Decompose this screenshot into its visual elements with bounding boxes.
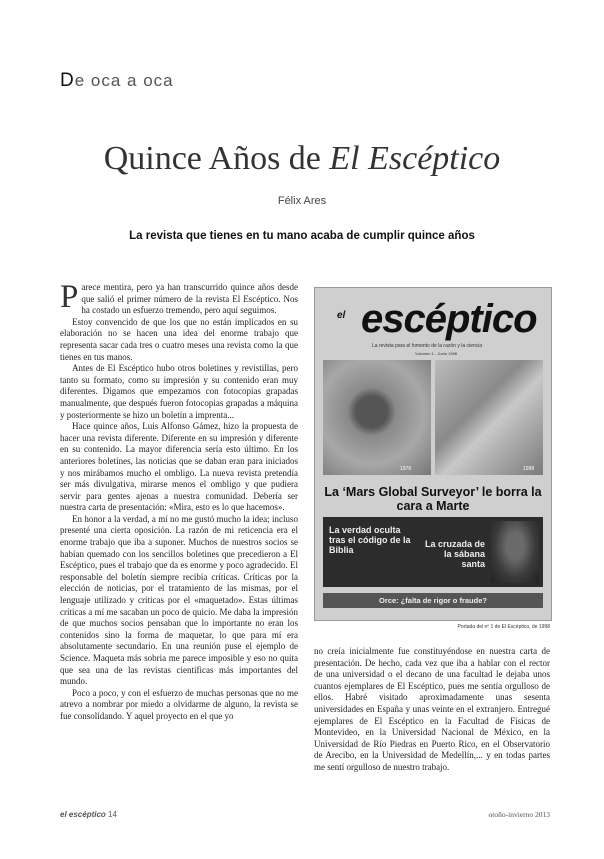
dropcap: P [60,279,79,315]
cover-photo-mars-1998 [435,360,543,475]
cover-dark-box [323,517,543,587]
footer-left [60,810,117,819]
cover-logo: escéptico [361,297,537,341]
cover-logo-el: el [337,310,346,321]
cover-caption: Portada del nº 1 de El Escéptico, de 1998 [457,624,550,630]
subtitle: La revista que tienes en tu mano acaba de cumplir quince años [129,230,475,242]
footer-magazine: el escéptico [60,810,106,819]
title-italic: El Escéptico [329,140,501,177]
section-first-letter: D [60,70,75,91]
cover-volume-info: Volumen 1 - Junio 1998 [415,351,458,356]
cover-shroud-image [491,521,539,583]
paragraph-2: Estoy convencido de que los que no están implicados en su elaboración no se hacen una idea del enorme trabajo que representa sacar cada tres o cuatro meses una revista como la que tienes en tus manos. [60,316,298,362]
paragraph-3: Antes de El Escéptico hubo otros boletines y revistillas, pero tanto su formato, como su impresión y su contenido eran muy diferentes. Digamos que empezamos con fotocopias grapadas manualmente, que después fueron fotocopias grapadas a máquina y posteriormente se hizo un boletín a imprenta... [60,363,298,420]
section-label [60,70,174,92]
paragraph-1 [60,279,298,317]
author: Félix Ares [277,195,327,207]
cover-box-left-text: La verdad oculta tras el código de la Biblia [329,525,411,555]
cover-year-2: 1998 [523,466,535,472]
magazine-cover-image [314,287,552,621]
paragraph-7: no creía inicialmente fue constituyéndose en nuestra carta de presentación. De hecho, cada vez que iba a hablar con el rector de una universidad o el decano de una facultad le dejaba unos cuantos ejemplares de El Escéptico, pues me sentía orgulloso de ellos. Habré visitado aproximadamente unas sesenta universidades en España y unas veinte en el extranjero. Entregué ejemplares de El Escéptico en la Facultad de Físicas de Montevideo, en la Universidad Nacional de México, en la Universidad de Río Piedras en Puerto Rico, en el Observatorio de Arecibo, en la Universidad de Medellín,... y en todas partes me sentí orgulloso de nuestro trabajo. [314,646,550,772]
paragraph-6: Poco a poco, y con el esfuerzo de muchas personas que no me atrevo a nombrar por miedo a olvidarme de alguno, la revista se fue consolidando. Y aquel proyecto en el que yo [60,687,298,721]
footer-page-number: 14 [108,810,117,819]
cover-tagline: La revista para el fomento de la razón y la ciencia [372,343,483,349]
article-title [0,140,604,178]
cover-photo-mars-1976 [323,360,431,475]
cover-box-right-text: La cruzada de la sábana santa [424,539,485,569]
cover-year-1: 1976 [400,466,412,472]
cover-bottom-text: Orce: ¿falta de rigor o fraude? [323,593,543,608]
title-main: Quince Años de [103,140,330,177]
paragraph-4: Hace quince años, Luis Alfonso Gámez, hizo la propuesta de hacer una revista diferente. Diferente en su impresión y diferente en su contenido. La mayor diferencia sería esto último. En los anteriores boletines, las noticias que se daban eran para iniciados y nos mirábamos mucho el ombligo. La nueva revista pretendía ser más divulgativa, mirarse menos el ombligo y que pudiera servir para gentes ajenas a nuestra comunidad. Debería ser nuestra carta de presentación: «Mira, esto es lo que hacemos». [60,421,298,513]
column-left [60,279,298,723]
paragraph-1-text: arece mentira, pero ya han transcurrido quince años desde que salió el primer número de la revista El Escéptico. Nos ha costado un esfuerzo tremendo, pero aquí seguimos. [81,282,298,316]
column-right [314,646,550,774]
paragraph-5: En honor a la verdad, a mí no me gustó mucho la idea; incluso presenté una cierta oposición. La razón de mi reticencia era el enorme trabajo que iba a suponer. Muchos de nuestros socios se habían quemado con los sencillos boletines que precedieron a El Escéptico, pues el trabajo que da es enorme y poco agradecido. El responsable del boletín siempre recibía críticas. Críticas por la elección de noticias, por el tratamiento de las mismas, por el lenguaje utilizado y críticas por el «maquetado». Estas últimas críticas a mí me sacaban un poco de quicio. Me daba la impresión de que muchos socios pensaban que lo importante no eran los contenidos sino la forma de maquetar, lo que para mí era absolutamente secundario. En una reunión puse el ejemplo de Science. Maqueta más sobria me parece imposible y eso no quita que sea una de las revistas científicas más importantes del mundo. [60,513,298,687]
section-rest: e oca a oca [74,71,174,90]
footer-issue: otoño-invierno 2013 [488,810,550,819]
cover-headline: La ‘Mars Global Surveyor’ le borra la cara a Marte [324,485,542,513]
